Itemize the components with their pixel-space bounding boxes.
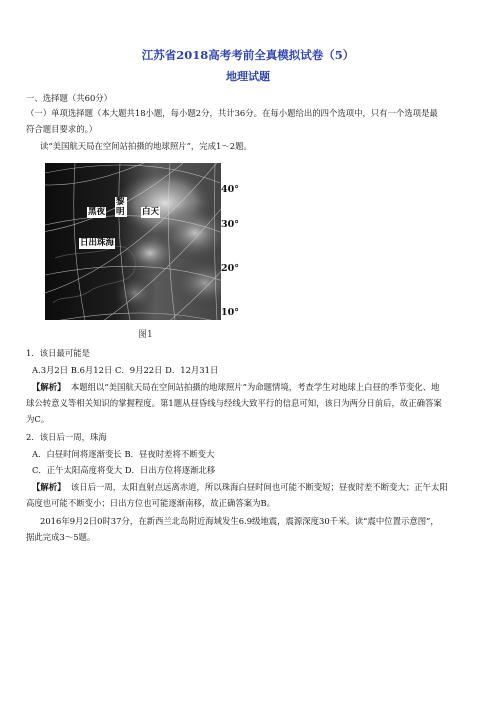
section-heading: 一、选择题（共60分） bbox=[26, 93, 113, 103]
page-title: 江苏省2018高考考前全真模拟试卷（5） bbox=[141, 48, 355, 62]
q1-analysis-line3: 为C。 bbox=[26, 414, 50, 424]
q2-analysis-line1 bbox=[32, 481, 448, 494]
figure-caption: 图1 bbox=[138, 330, 153, 340]
q2-analysis-tag: 【解析】 bbox=[32, 482, 66, 492]
q1-analysis-line2: 球公转意义等相关知识的掌握程度。第1题从昼昏线与经线大致平行的信息可知，该日为两分日前后，故正确答案 bbox=[26, 398, 442, 408]
read-instruction: 读“美国航天局在空间站拍摄的地球照片”，完成1～2题。 bbox=[40, 141, 252, 151]
lat-label-30: 30° bbox=[221, 219, 239, 230]
lat-label-10: 10° bbox=[221, 307, 239, 318]
lat-label-20: 20° bbox=[221, 263, 239, 274]
section-intro-line1: （一）单项选择题（本大题共18小题，每小题2分，共计36分。在每小题给出的四个选项中，只有一个选项是最 bbox=[26, 108, 438, 118]
q2-analysis-text1: 该日后一周，太阳直射点远离赤道，所以珠海白昼时间也可能不断变短；昼夜时差不断变大；正午太阳 bbox=[70, 482, 448, 492]
label-sunrise-zhuhai: 日出珠海 bbox=[80, 238, 115, 248]
q1-stem: 1．该日最可能是 bbox=[26, 348, 90, 358]
label-night: 黑夜 bbox=[88, 207, 106, 217]
q2-options-ab: A．白昼时间将逐渐变长 B．昼夜时差将不断变大 bbox=[32, 449, 215, 459]
q1-analysis-text1: 本题组以“美国航天局在空间站拍摄的地球照片”为命题情境，考查学生对地球上白昼的季节变化、地 bbox=[70, 382, 440, 392]
q3-intro-line1: 2016年9月2日0时37分，在新西兰北岛附近海域发生6.9级地震，震源深度30千米。读“震中位置示意图”， bbox=[40, 516, 439, 526]
q1-analysis-line1 bbox=[32, 381, 440, 394]
q1-options: A.3月2日 B.6月12日 C．9月22日 D．12月31日 bbox=[32, 365, 219, 375]
earth-photo-figure bbox=[45, 163, 245, 320]
q2-options-cd: C．正午太阳高度将变大 D．日出方位将逐渐北移 bbox=[32, 465, 216, 475]
page-subtitle: 地理试题 bbox=[226, 70, 270, 83]
q3-intro-line2: 据此完成3～5题。 bbox=[26, 532, 96, 542]
lat-label-40: 40° bbox=[221, 184, 239, 195]
earth-photo bbox=[45, 163, 245, 320]
q2-stem: 2．该日后一周，珠海 bbox=[26, 432, 107, 442]
label-dawn: 黎明 bbox=[115, 197, 127, 217]
section-intro-line2: 符合题目要求的。） bbox=[26, 124, 98, 134]
q1-analysis-tag: 【解析】 bbox=[32, 382, 66, 392]
q2-analysis-line2: 高度也可能不断变小；日出方位也可能逐渐南移，故正确答案为B。 bbox=[26, 498, 276, 508]
label-day: 白天 bbox=[142, 207, 160, 217]
